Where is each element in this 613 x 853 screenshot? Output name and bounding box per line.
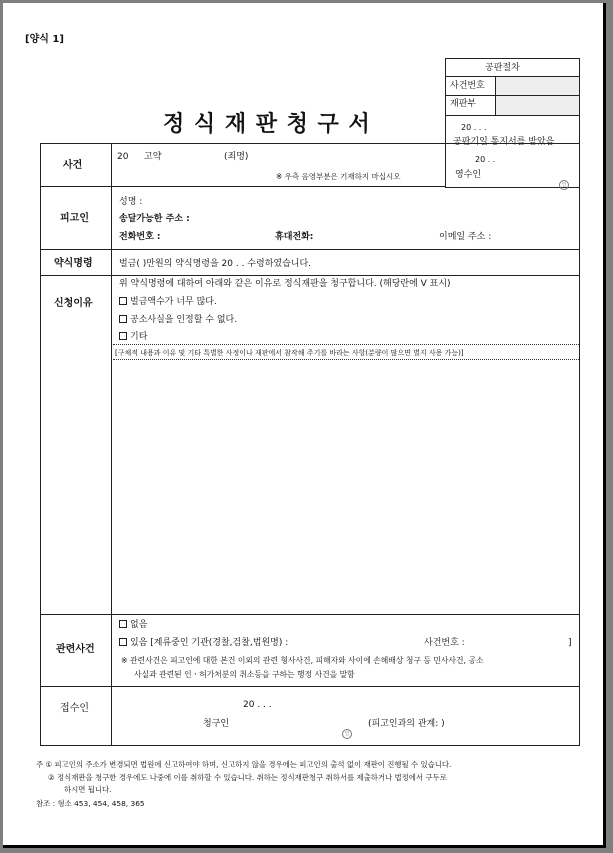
applicant-seal-icon: 인 (342, 720, 352, 739)
form-page (3, 3, 606, 848)
reason-detail-area[interactable] (113, 361, 579, 611)
related-none: 없음 (119, 620, 147, 631)
footer-note-2b: 하시면 됩니다. (64, 785, 112, 794)
reason-detail-guide: [구체적 내용과 이유 및 기타 특별한 사정이나 재판에서 참작해 주기를 바라는 사항(분량이 많으면 별지 사용 가능)] (115, 349, 464, 357)
reason-option-3: 기타 (119, 332, 147, 343)
defendant-email: 이메일 주소 : (439, 232, 492, 242)
applicant-date: 20 . . . (243, 700, 272, 710)
court-notice-line: 공판기일 통지서를 받았음 (453, 137, 555, 147)
footer-note-1: 주 ① 피고인의 주소가 변경되면 법원에 신고하여야 하며, 신고하지 않을 경우에는 피고인의 출석 없이 재판이 진행될 수 있습니다. (36, 760, 452, 769)
reason-option-2: 공소사실을 인정할 수 없다. (119, 315, 237, 326)
related-label: 관련사건 (56, 644, 95, 655)
court-date-line: 20 . . . (461, 123, 487, 132)
court-box-header: 공판절차 (485, 63, 520, 73)
reason-option-1: 벌금액수가 너무 많다. (119, 297, 217, 308)
case-year: 20 (117, 152, 129, 162)
checkbox[interactable] (119, 297, 127, 305)
form-label: [양식 1] (25, 34, 64, 45)
checkbox[interactable] (119, 638, 127, 646)
related-exists: 있음 [계류중인 기관(경찰,검찰,법원명) : (119, 638, 288, 649)
related-close-bracket: ] (568, 638, 572, 648)
case-note: ※ 우측 음영부분은 기재하지 마십시오 (276, 172, 401, 181)
defendant-mobile: 휴대전화: (275, 232, 314, 242)
defendant-phone: 전화번호 : (119, 232, 161, 242)
court-date-line-2: 20 . . (475, 155, 496, 164)
receiver-label: 영수인 (455, 170, 482, 180)
receiver-seal-icon: 인 (559, 171, 569, 190)
reason-intro: 위 약식명령에 대하여 아래와 같은 이유로 정식재판을 청구합니다. (해당란에 V 표시) (119, 279, 451, 289)
applicant-relation: (피고인과의 관계: ) (368, 719, 445, 729)
defendant-label: 피고인 (60, 213, 89, 224)
order-text: 벌금( )만원의 약식명령을 20 . . 수령하였습니다. (119, 259, 312, 269)
order-label: 약식명령 (54, 258, 93, 269)
footer-reference: 참조 : 형소 453, 454, 458, 365 (36, 799, 145, 808)
related-case-number: 사건번호 : (424, 638, 465, 648)
reason-label: 신청이유 (54, 298, 93, 309)
checkbox[interactable] (119, 332, 127, 340)
checkbox[interactable] (119, 315, 127, 323)
applicant-claimant: 청구인 (203, 719, 230, 729)
defendant-address: 송달가능한 주소 : (119, 214, 190, 224)
form-title: 정 식 재 판 청 구 서 (163, 112, 371, 137)
case-label: 사건 (63, 160, 83, 171)
checkbox[interactable] (119, 620, 127, 628)
applicant-label: 접수인 (60, 703, 89, 714)
related-note-2: 사실과 관련된 인ㆍ허가처분의 취소등을 구하는 행정 사건을 말함 (134, 670, 355, 679)
case-prefix: 고약 (144, 152, 162, 162)
defendant-name: 성명 : (119, 197, 143, 207)
case-charge: (죄명) (224, 152, 249, 162)
footer-note-2a: ② 정식재판을 청구한 경우에도 나중에 이를 취하할 수 있습니다. 취하는 정식재판청구 취하서를 제출하거나 법정에서 구두로 (48, 773, 447, 782)
related-note-1: ※ 관련사건은 피고인에 대한 본건 이외의 관련 형사사건, 피해자와 사이에 손해배상 청구 등 민사사건, 공소 (121, 656, 484, 665)
case-number-label: 사건번호 (450, 81, 485, 91)
court-label: 재판부 (450, 99, 477, 109)
